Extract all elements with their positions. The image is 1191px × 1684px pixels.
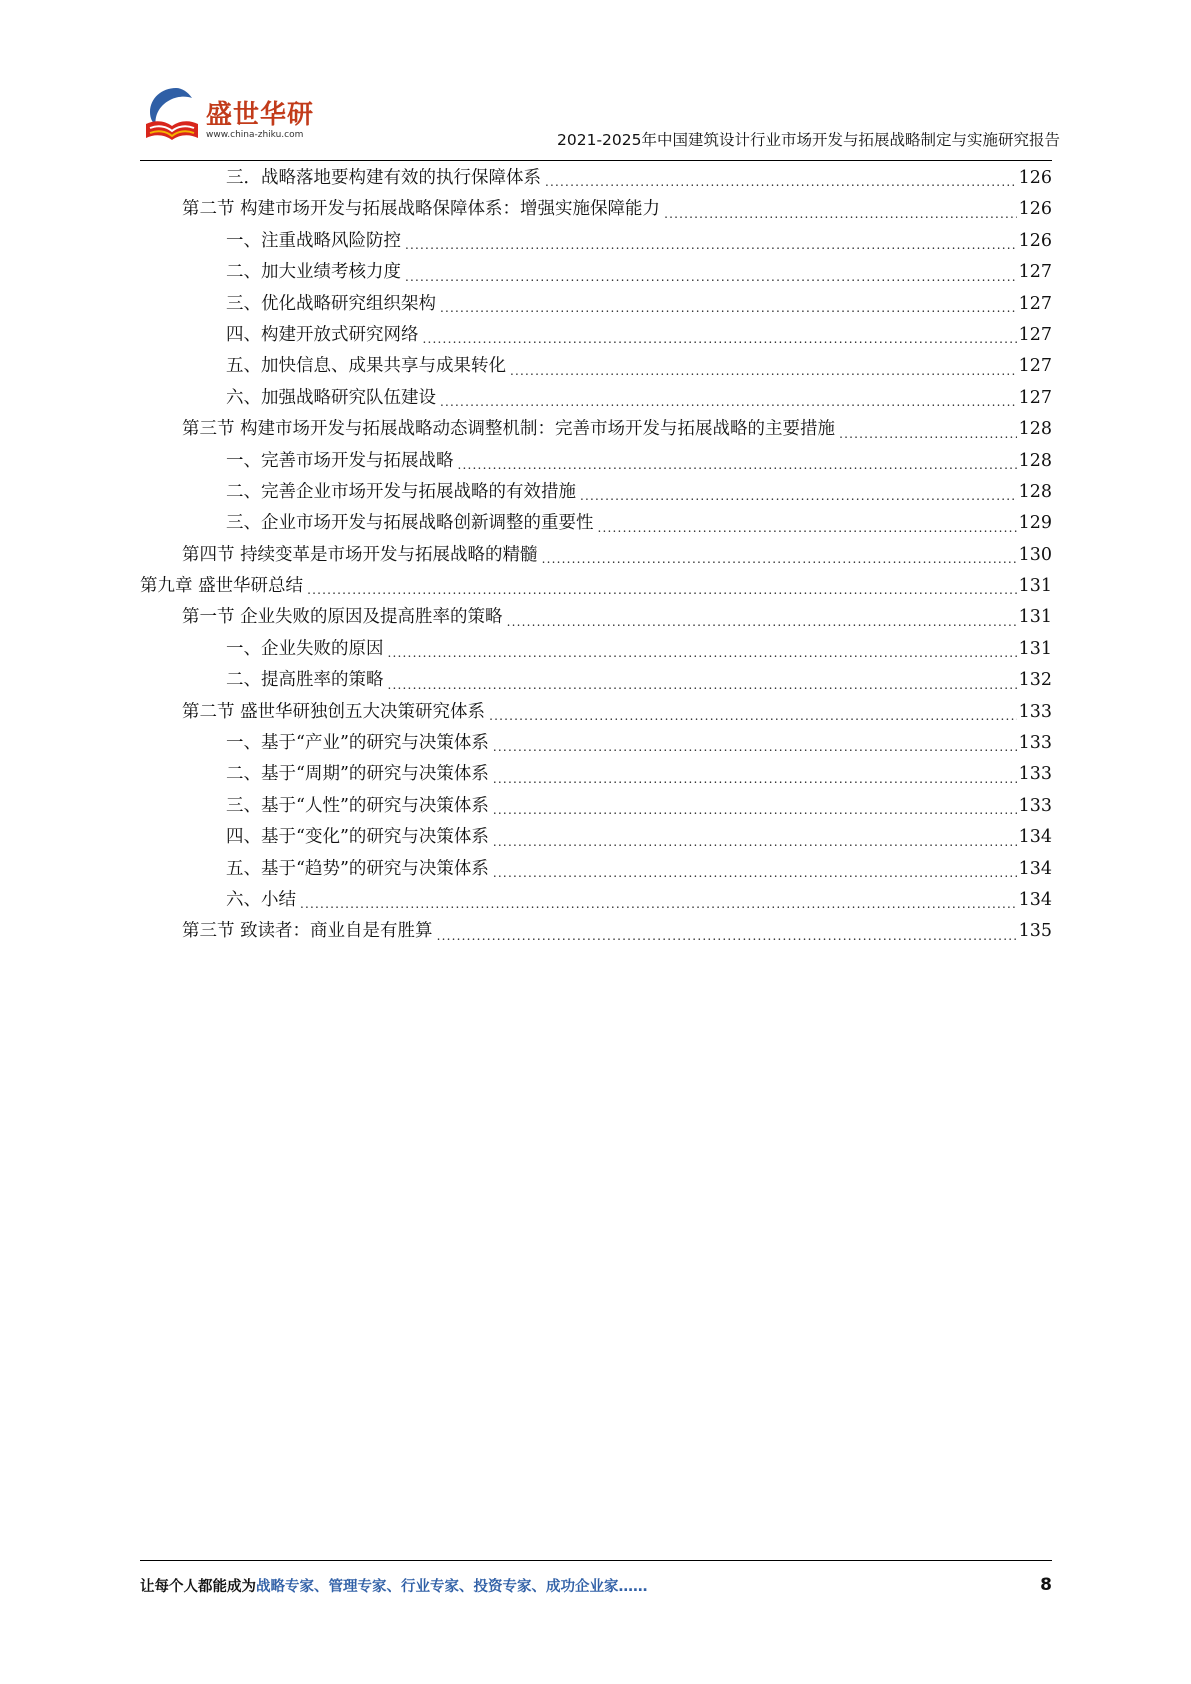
toc-entry-page: 131 bbox=[1018, 607, 1052, 628]
toc-dot-leader bbox=[307, 571, 1017, 602]
toc-entry[interactable] bbox=[140, 728, 1052, 759]
toc-dot-leader bbox=[493, 759, 1017, 790]
toc-entry[interactable] bbox=[140, 885, 1052, 916]
toc-entry-label: 二、基于“周期”的研究与决策体系 bbox=[226, 764, 489, 785]
toc-entry-label: 二、加大业绩考核力度 bbox=[226, 262, 401, 283]
toc-entry[interactable] bbox=[140, 791, 1052, 822]
toc-entry[interactable] bbox=[140, 602, 1052, 633]
toc-entry-page: 129 bbox=[1018, 513, 1052, 534]
toc-dot-leader bbox=[510, 351, 1017, 382]
toc-entry[interactable] bbox=[140, 916, 1052, 947]
toc-dot-leader bbox=[489, 697, 1017, 728]
toc-entry-page: 127 bbox=[1018, 387, 1052, 408]
toc-entry-page: 133 bbox=[1018, 701, 1052, 722]
page-number: 8 bbox=[1040, 1575, 1052, 1595]
toc-dot-leader bbox=[542, 540, 1017, 571]
toc-entry[interactable] bbox=[140, 571, 1052, 602]
toc-dot-leader bbox=[507, 602, 1017, 633]
logo-text: 盛世华研 bbox=[206, 100, 315, 130]
toc-entry[interactable] bbox=[140, 351, 1052, 382]
toc-dot-leader bbox=[437, 916, 1017, 947]
toc-entry[interactable] bbox=[140, 194, 1052, 225]
toc-entry-page: 127 bbox=[1018, 293, 1052, 314]
toc-dot-leader bbox=[405, 226, 1017, 257]
toc-entry[interactable] bbox=[140, 508, 1052, 539]
toc-dot-leader bbox=[839, 414, 1017, 445]
footer-divider bbox=[140, 1560, 1052, 1561]
toc-dot-leader bbox=[440, 383, 1017, 414]
toc-entry-page: 127 bbox=[1018, 262, 1052, 283]
toc-entry[interactable] bbox=[140, 226, 1052, 257]
toc-entry-page: 131 bbox=[1018, 638, 1052, 659]
toc-dot-leader bbox=[458, 446, 1017, 477]
toc-entry-label: 第一节 企业失败的原因及提高胜率的策略 bbox=[182, 607, 503, 628]
toc-dot-leader bbox=[300, 885, 1017, 916]
toc-dot-leader bbox=[664, 194, 1017, 225]
toc-dot-leader bbox=[388, 634, 1017, 665]
toc-entry-page: 134 bbox=[1018, 889, 1052, 910]
footer-slogan-roles: 战略专家、管理专家、行业专家、投资专家、成功企业家…… bbox=[256, 1579, 648, 1595]
toc-entry-label: 第三节 致读者：商业自是有胜算 bbox=[182, 921, 433, 942]
page-header bbox=[140, 80, 1060, 160]
toc-entry-page: 128 bbox=[1018, 419, 1052, 440]
toc-entry-label: 三、优化战略研究组织架构 bbox=[226, 293, 436, 314]
toc-entry[interactable] bbox=[140, 414, 1052, 445]
toc-dot-leader bbox=[440, 289, 1017, 320]
toc-entry-label: 六、小结 bbox=[226, 889, 296, 910]
toc-entry-label: 三．战略落地要构建有效的执行保障体系 bbox=[226, 168, 541, 188]
toc-entry-page: 133 bbox=[1018, 764, 1052, 785]
toc-entry[interactable] bbox=[140, 446, 1052, 477]
toc-entry-label: 第三节 构建市场开发与拓展战略动态调整机制：完善市场开发与拓展战略的主要措施 bbox=[182, 419, 836, 440]
toc-entry-page: 126 bbox=[1018, 199, 1052, 220]
toc-entry[interactable] bbox=[140, 257, 1052, 288]
toc-entry-page: 126 bbox=[1018, 230, 1052, 251]
toc-entry-page: 133 bbox=[1018, 795, 1052, 816]
toc-entry[interactable] bbox=[140, 634, 1052, 665]
toc-entry-label: 一、注重战略风险防控 bbox=[226, 230, 401, 251]
toc-entry[interactable] bbox=[140, 665, 1052, 696]
toc-entry-label: 一、企业失败的原因 bbox=[226, 638, 384, 659]
toc-entry-page: 133 bbox=[1018, 733, 1052, 754]
toc-dot-leader bbox=[545, 163, 1017, 194]
toc-entry[interactable] bbox=[140, 822, 1052, 853]
toc-entry-label: 第二节 构建市场开发与拓展战略保障体系：增强实施保障能力 bbox=[182, 199, 661, 220]
toc-entry-page: 127 bbox=[1018, 356, 1052, 377]
toc-entry-label: 四、基于“变化”的研究与决策体系 bbox=[226, 827, 489, 848]
company-logo bbox=[140, 84, 315, 146]
toc-entry-label: 六、加强战略研究队伍建设 bbox=[226, 387, 436, 408]
toc-entry-page: 134 bbox=[1018, 827, 1052, 848]
logo-emblem-icon bbox=[140, 84, 204, 146]
document-title: 2021-2025年中国建筑设计行业市场开发与拓展战略制定与实施研究报告 bbox=[557, 131, 1060, 149]
toc-dot-leader bbox=[388, 665, 1017, 696]
toc-entry-label: 第九章 盛世华研总结 bbox=[140, 576, 304, 597]
page-footer bbox=[140, 1575, 1052, 1605]
toc-dot-leader bbox=[423, 320, 1017, 351]
toc-entry-label: 三、基于“人性”的研究与决策体系 bbox=[226, 795, 489, 816]
toc-dot-leader bbox=[580, 477, 1017, 508]
toc-entry[interactable] bbox=[140, 759, 1052, 790]
toc-entry-label: 五、基于“趋势”的研究与决策体系 bbox=[226, 858, 489, 879]
toc-dot-leader bbox=[598, 508, 1017, 539]
toc-entry-label: 第四节 持续变革是市场开发与拓展战略的精髓 bbox=[182, 544, 538, 565]
toc-dot-leader bbox=[493, 854, 1017, 885]
toc-entry[interactable] bbox=[140, 854, 1052, 885]
logo-url: www.china-zhiku.com bbox=[206, 130, 304, 140]
toc-entry-page: 128 bbox=[1018, 481, 1052, 502]
toc-entry-label: 五、加快信息、成果共享与成果转化 bbox=[226, 356, 506, 377]
toc-entry-page: 127 bbox=[1018, 324, 1052, 345]
toc-entry-label: 四、构建开放式研究网络 bbox=[226, 324, 419, 345]
toc-entry-label: 三、企业市场开发与拓展战略创新调整的重要性 bbox=[226, 513, 594, 534]
toc-dot-leader bbox=[493, 822, 1017, 853]
toc-entry-page: 134 bbox=[1018, 858, 1052, 879]
toc-entry[interactable] bbox=[140, 320, 1052, 351]
toc-entry-label: 一、基于“产业”的研究与决策体系 bbox=[226, 733, 489, 754]
footer-slogan-prefix: 让每个人都能成为 bbox=[140, 1579, 256, 1595]
toc-dot-leader bbox=[493, 791, 1017, 822]
toc-entry-page: 131 bbox=[1018, 576, 1052, 597]
table-of-contents bbox=[140, 163, 1052, 948]
toc-entry[interactable] bbox=[140, 477, 1052, 508]
toc-entry[interactable] bbox=[140, 697, 1052, 728]
toc-entry[interactable] bbox=[140, 383, 1052, 414]
toc-entry[interactable] bbox=[140, 289, 1052, 320]
toc-entry-label: 一、完善市场开发与拓展战略 bbox=[226, 450, 454, 471]
header-divider bbox=[140, 160, 1052, 161]
toc-entry-page: 132 bbox=[1018, 670, 1052, 691]
toc-dot-leader bbox=[493, 728, 1017, 759]
toc-entry-label: 第二节 盛世华研独创五大决策研究体系 bbox=[182, 701, 486, 722]
toc-entry[interactable] bbox=[140, 163, 1052, 194]
toc-dot-leader bbox=[405, 257, 1017, 288]
toc-entry-page: 135 bbox=[1018, 921, 1052, 942]
toc-entry[interactable] bbox=[140, 540, 1052, 571]
toc-entry-page: 130 bbox=[1018, 544, 1052, 565]
toc-entry-page: 126 bbox=[1018, 168, 1052, 188]
toc-entry-page: 128 bbox=[1018, 450, 1052, 471]
toc-entry-label: 二、提高胜率的策略 bbox=[226, 670, 384, 691]
toc-entry-label: 二、完善企业市场开发与拓展战略的有效措施 bbox=[226, 481, 576, 502]
